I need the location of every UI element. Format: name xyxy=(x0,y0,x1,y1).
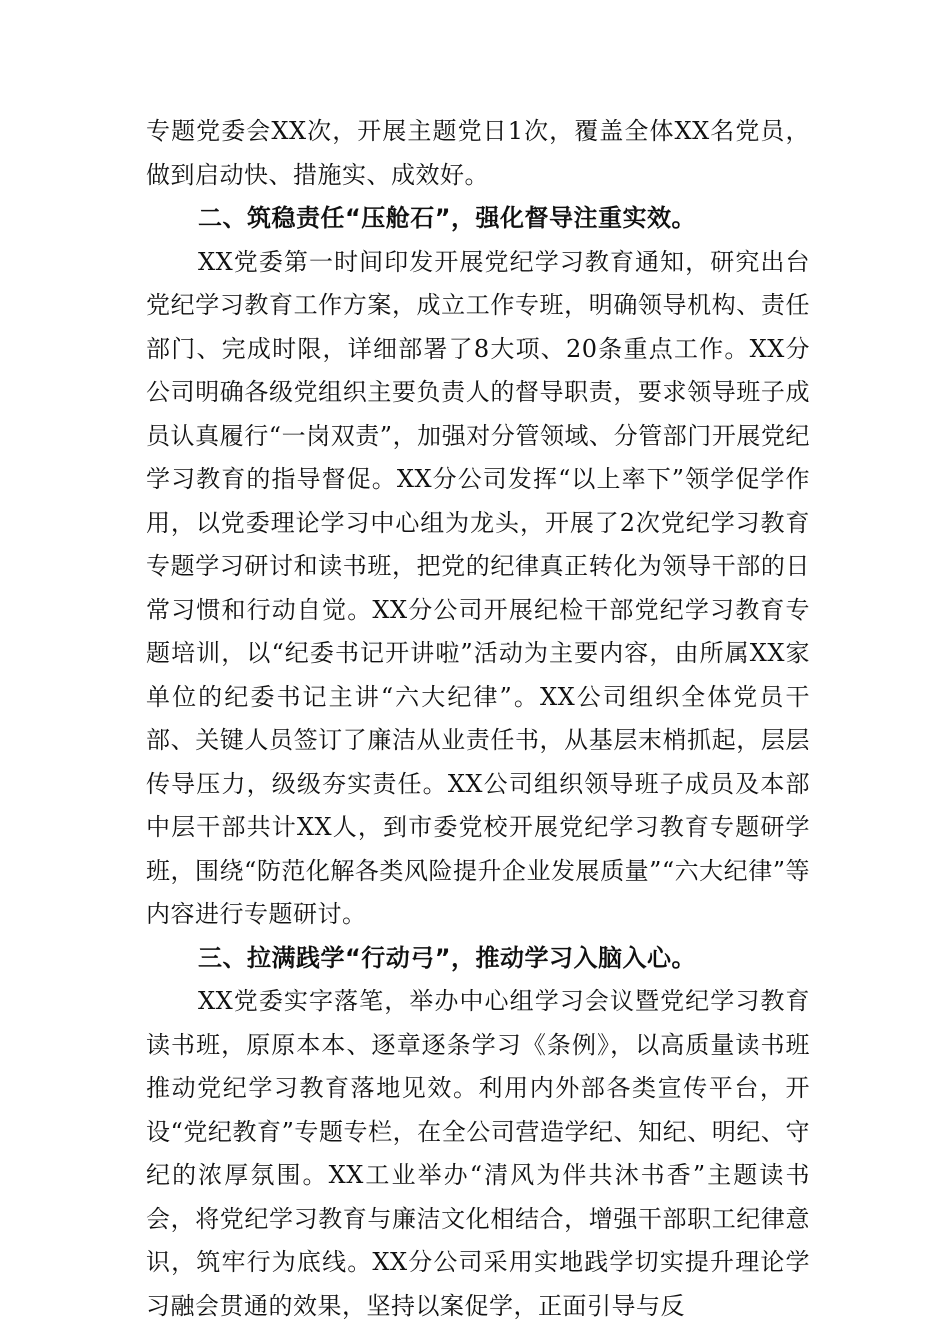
section-2-body: XX党委第一时间印发开展党纪学习教育通知，研究出台党纪学习教育工作方案，成立工作专班，明确领导机构、责任部门、完成时限，详细部署了8大项、20条重点工作。XX分公司明确各级党组织主要负责人的督导职责，要求领导班子成员认真履行“一岗双责”，加强对分管领域、分管部门开展党纪学习教育的指导督促。XX分公司发挥“以上率下”领学促学作用，以党委理论学习中心组为龙头，开展了2次党纪学习教育专题学习研讨和读书班，把党的纪律真正转化为领导干部的日常习惯和行动自觉。XX分公司开展纪检干部党纪学习教育专题培训，以“纪委书记开讲啦”活动为主要内容，由所属XX家单位的纪委书记主讲“六大纪律”。XX公司组织全体党员干部、关键人员签订了廉洁从业责任书，从基层末梢抓起，层层传导压力，级级夯实责任。XX公司组织领导班子成员及本部中层干部共计XX人，到市委党校开展党纪学习教育专题研学班，围绕“防范化解各类风险提升企业发展质量”“六大纪律”等内容进行专题研讨。 xyxy=(146,247,810,928)
intro-paragraph: 专题党委会XX次，开展主题党日1次，覆盖全体XX名党员，做到启动快、措施实、成效好。 xyxy=(146,117,810,189)
document-body xyxy=(146,110,810,1328)
section-3-body: XX党委实字落笔，举办中心组学习会议暨党纪学习教育读书班，原原本本、逐章逐条学习《条例》，以高质量读书班推动党纪学习教育落地见效。利用内外部各类宣传平台，开设“党纪教育”专题专栏，在全公司营造学纪、知纪、明纪、守纪的浓厚氛围。XX工业举办“清风为伴共沐书香”主题读书会，将党纪学习教育与廉洁文化相结合，增强干部职工纪律意识，筑牢行为底线。XX分公司采用实地践学切实提升理论学习融会贯通的效果，坚持以案促学，正面引导与反 xyxy=(146,987,810,1320)
section-3-heading: 三、拉满践学“行动弓”，推动学习入脑入心。 xyxy=(198,943,697,972)
section-2-heading: 二、筑稳责任“压舱石”，强化督导注重实效。 xyxy=(198,204,697,232)
